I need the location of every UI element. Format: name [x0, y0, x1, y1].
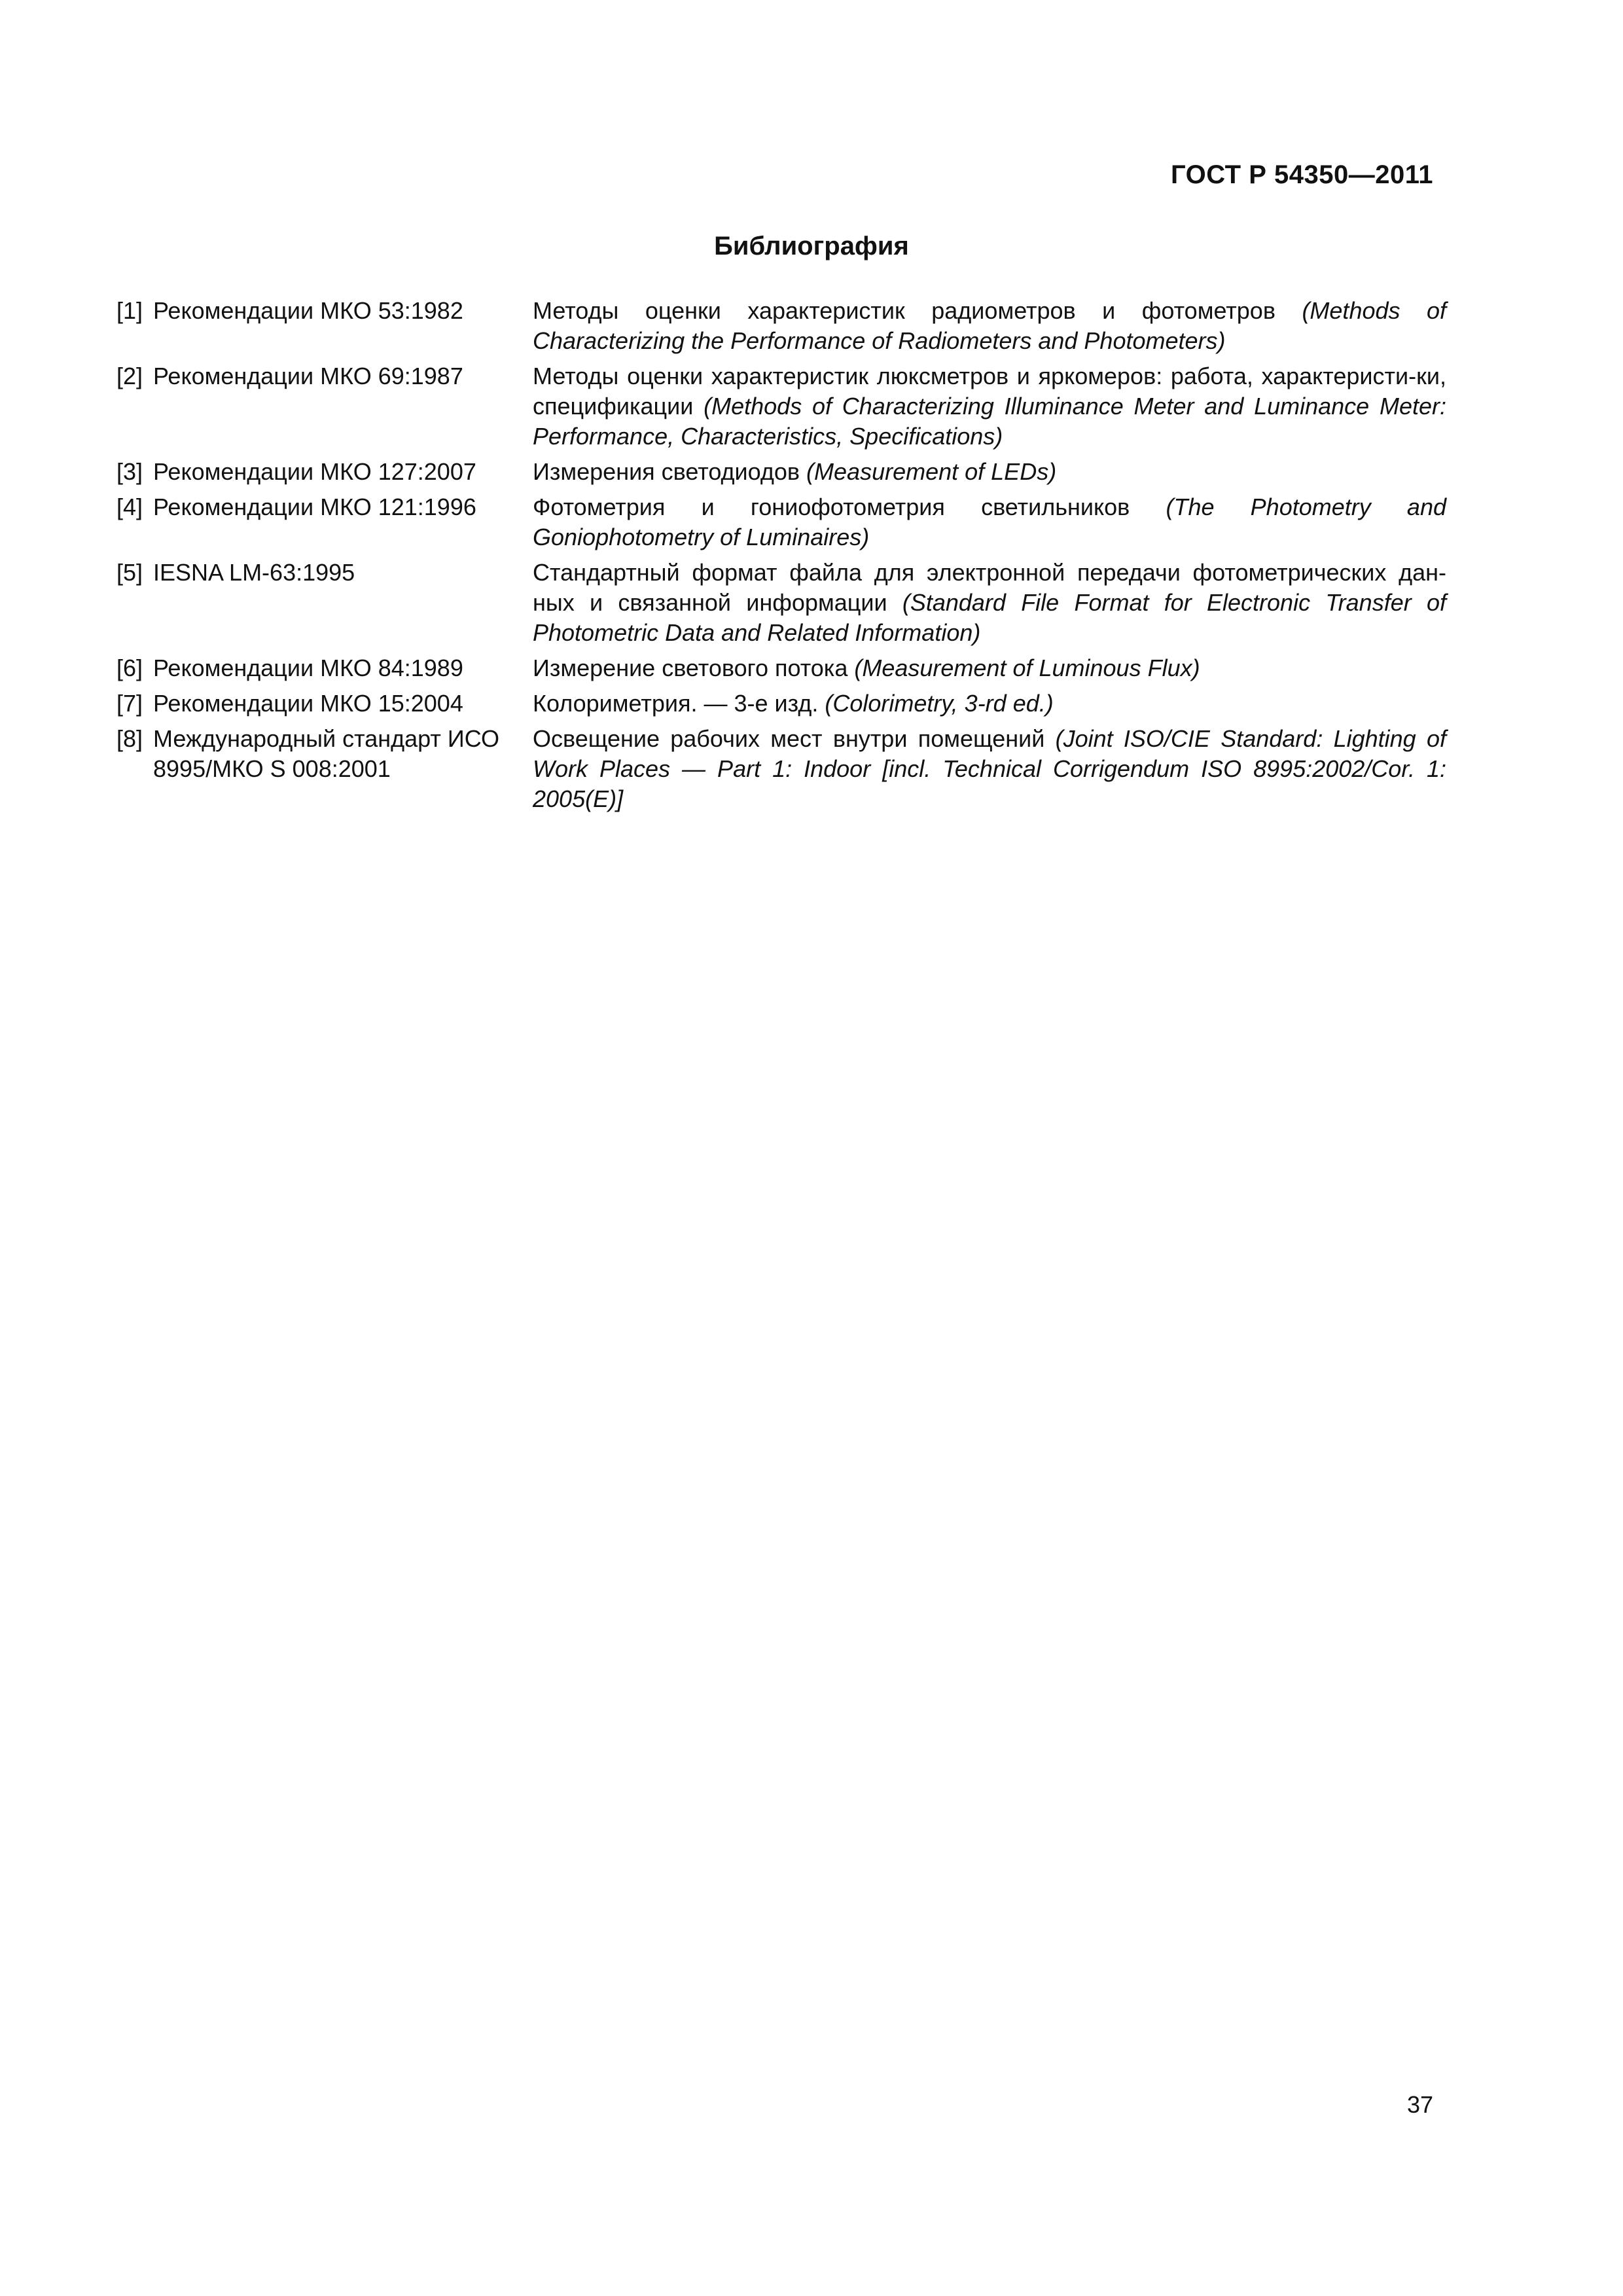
- entry-source: Рекомендации МКО 53:1982: [153, 297, 463, 324]
- entry-title-ru: Измерение светового потока: [533, 655, 855, 681]
- entry-number: [6]: [116, 655, 143, 681]
- entry-title-en: (Measurement of Luminous Flux): [854, 655, 1200, 681]
- bibliography-entry: [116, 653, 1446, 683]
- entry-title-ru: Фотометрия и гониофотометрия светильников: [533, 493, 1166, 520]
- entry-description: [533, 492, 1446, 552]
- entry-title-ru: Методы оценки характеристик люксметров и яркомеров: работа, характеристи-ки, спецификации: [533, 363, 1446, 420]
- entry-title-ru: Стандартный формат файла для электронной передачи фотометрических дан-ных и связанной информации: [533, 559, 1446, 616]
- entry-title-en: (Joint ISO/CIE Standard: Lighting of Work Places — Part 1: Indoor [incl. Technical Corrigendum ISO 8995:2002/Cor. 1: 2005(E)]: [533, 725, 1446, 812]
- bibliography-entry: [116, 492, 1446, 552]
- entry-number: [8]: [116, 725, 143, 752]
- entry-description: [533, 724, 1446, 814]
- entry-title-en: (Methods of Characterizing Illuminance Meter and Luminance Meter: Performance, Characteristics, Specifications): [533, 393, 1446, 450]
- entry-title-ru: Освещение рабочих мест внутри помещений: [533, 725, 1056, 752]
- page-number: 37: [1406, 2091, 1433, 2118]
- entry-title-ru: Колориметрия. — 3-е изд.: [533, 690, 825, 717]
- entry-number: [5]: [116, 559, 143, 586]
- document-code: ГОСТ Р 54350—2011: [1171, 160, 1433, 189]
- entry-title-en: (Colorimetry, 3-rd ed.): [825, 690, 1054, 717]
- entry-number: [3]: [116, 458, 143, 485]
- entry-number: [2]: [116, 363, 143, 389]
- bibliography-entry: [116, 689, 1446, 719]
- entry-description: [533, 558, 1446, 648]
- entry-description: [533, 361, 1446, 452]
- entry-description: [533, 296, 1446, 356]
- bibliography-entry: [116, 724, 1446, 814]
- entry-source: Международный стандарт ИСО 8995/МКО S 008:2001: [153, 725, 499, 782]
- entry-description: [533, 457, 1446, 487]
- entry-description: [533, 689, 1446, 719]
- entry-description: [533, 653, 1446, 683]
- entry-source: Рекомендации МКО 69:1987: [153, 363, 463, 389]
- entry-title-en: (Methods of Characterizing the Performance of Radiometers and Photometers): [533, 297, 1447, 354]
- bibliography-list: [116, 296, 1446, 819]
- entry-title-en: (The Photometry and Goniophotometry of Luminaires): [533, 493, 1447, 550]
- entry-number: [4]: [116, 493, 143, 520]
- entry-number: [1]: [116, 297, 143, 324]
- bibliography-entry: [116, 296, 1446, 356]
- entry-source: Рекомендации МКО 15:2004: [153, 690, 463, 717]
- bibliography-entry: [116, 558, 1446, 648]
- entry-source: Рекомендации МКО 84:1989: [153, 655, 463, 681]
- entry-number: [7]: [116, 690, 143, 717]
- entry-title-en: (Measurement of LEDs): [806, 458, 1057, 485]
- entry-source: Рекомендации МКО 121:1996: [153, 493, 476, 520]
- bibliography-entry: [116, 457, 1446, 487]
- entry-source: Рекомендации МКО 127:2007: [153, 458, 476, 485]
- entry-source: IESNA LM-63:1995: [153, 559, 355, 586]
- entry-title-ru: Методы оценки характеристик радиометров и фотометров: [533, 297, 1302, 324]
- bibliography-heading: Библиография: [714, 232, 909, 260]
- entry-title-ru: Измерения светодиодов: [533, 458, 807, 485]
- bibliography-entry: [116, 361, 1446, 452]
- entry-title-en: (Standard File Format for Electronic Transfer of Photometric Data and Related Information): [533, 589, 1446, 646]
